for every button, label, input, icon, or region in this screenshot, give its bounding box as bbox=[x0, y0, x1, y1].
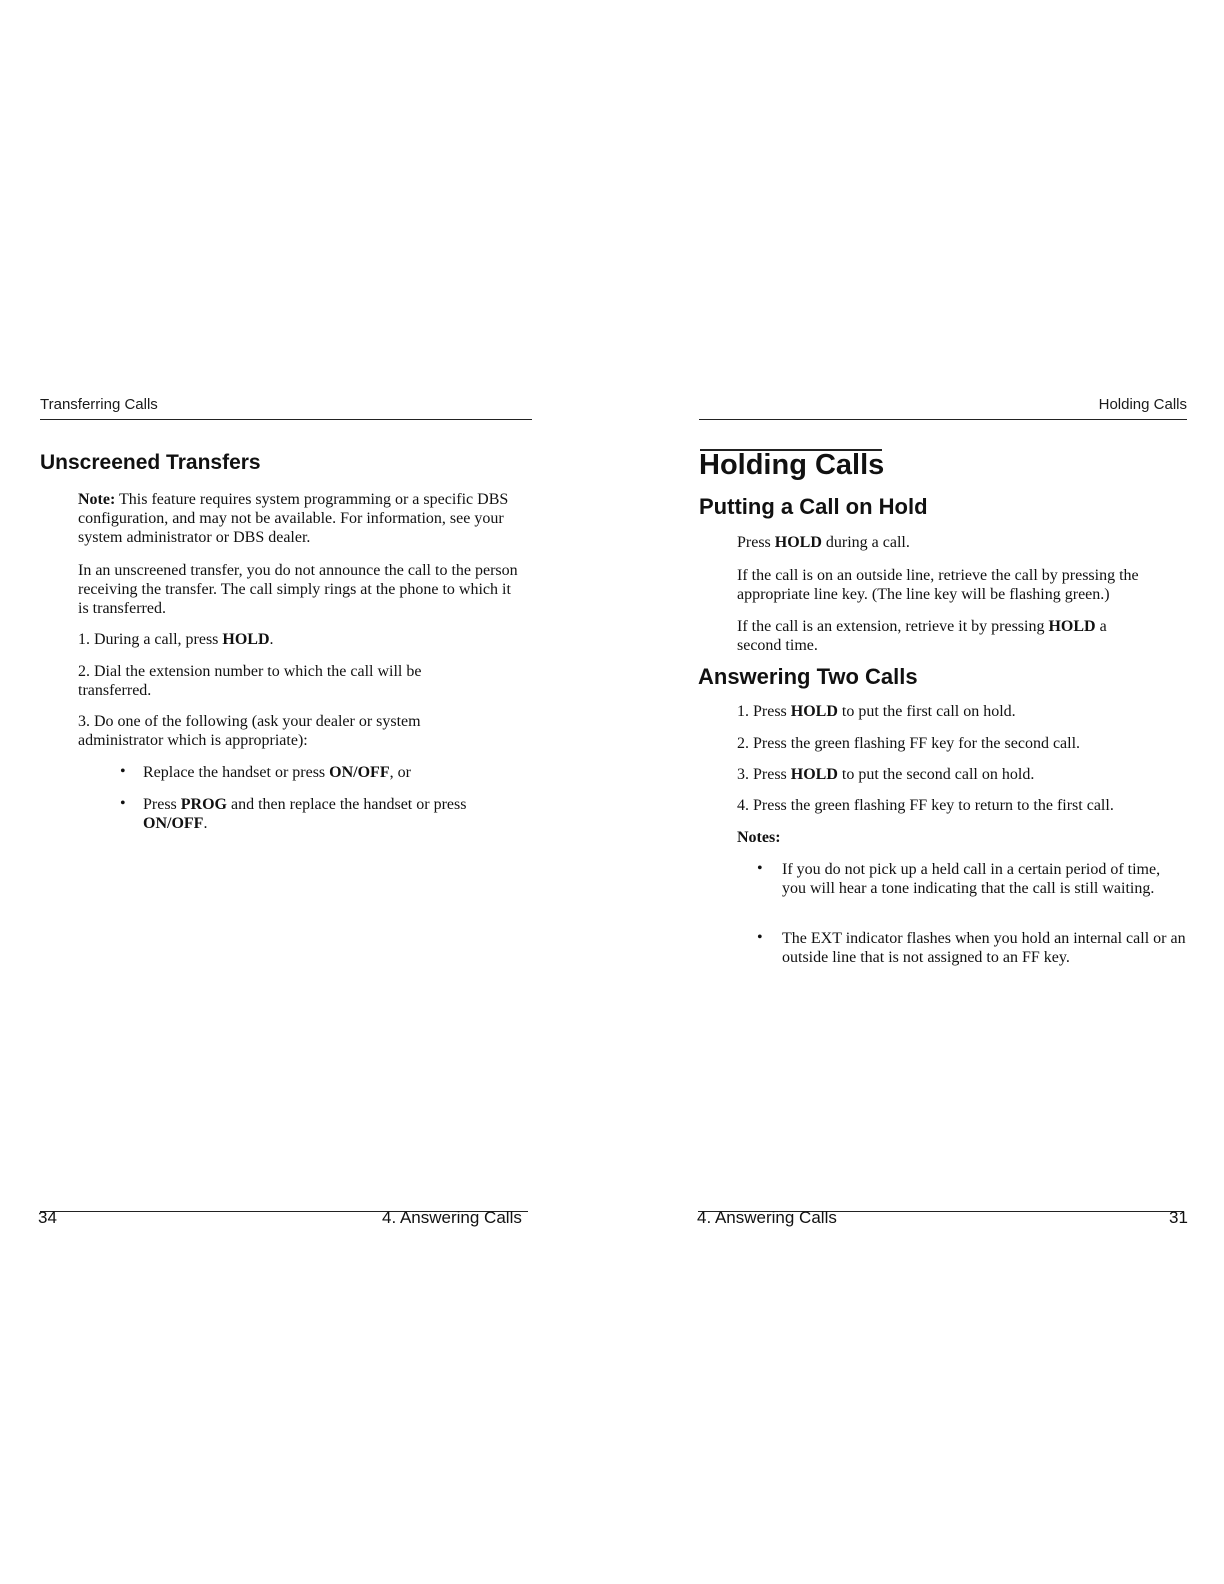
key-label: HOLD bbox=[222, 631, 270, 648]
bullet-text-mid: and then replace the handset or press bbox=[227, 796, 467, 813]
step-2 bbox=[78, 662, 478, 700]
retrieve-extension-paragraph bbox=[737, 617, 1147, 655]
step-text: During a call, press bbox=[94, 631, 223, 648]
text: If the call is an extension, retrieve it by pressing bbox=[737, 618, 1049, 635]
section-title-unscreened-transfers: Unscreened Transfers bbox=[40, 451, 261, 474]
key-label: ON/OFF bbox=[329, 764, 390, 781]
bullet-text: Replace the handset or press bbox=[143, 764, 330, 781]
step-number: 2. bbox=[78, 663, 90, 680]
key-label: HOLD bbox=[790, 703, 838, 720]
page-number-left: 34 bbox=[38, 1208, 57, 1227]
bullet-text: Press bbox=[143, 796, 181, 813]
section-title-putting-call-on-hold: Putting a Call on Hold bbox=[699, 494, 928, 519]
bullet-dot: • bbox=[757, 860, 763, 877]
step-text: Dial the extension number to which the call will be transferred. bbox=[78, 663, 422, 699]
bullet-2 bbox=[143, 795, 513, 833]
step-text: Do one of the following (ask your dealer or system administrator which is appropriate): bbox=[78, 713, 421, 749]
text: Press bbox=[737, 534, 775, 551]
hold-step-3 bbox=[737, 765, 1177, 784]
bullet-1 bbox=[143, 763, 523, 782]
text-end: a second time. bbox=[737, 618, 1107, 654]
key-label: HOLD bbox=[774, 534, 822, 551]
step-text: Press the green flashing FF key for the second call. bbox=[753, 735, 1081, 752]
footer-chapter-left: 4. Answering Calls bbox=[382, 1208, 522, 1227]
footer-chapter-right: 4. Answering Calls bbox=[697, 1208, 837, 1227]
step-text: Press bbox=[753, 766, 791, 783]
section-title-answering-two-calls: Answering Two Calls bbox=[698, 664, 918, 689]
notes-label: Notes: bbox=[737, 829, 781, 846]
note-1: If you do not pick up a held call in a certain period of time, you will hear a tone indicating that the call is still waiting. bbox=[782, 861, 1161, 897]
step-number: 4. bbox=[737, 797, 749, 814]
hold-step-2 bbox=[737, 734, 1177, 753]
chapter-title: Holding Calls bbox=[699, 449, 885, 481]
header-rule-right bbox=[699, 419, 1187, 420]
retrieve-outside-line-paragraph: If the call is on an outside line, retrieve the call by pressing the appropriate line key. (The line key will be flashing green.) bbox=[737, 567, 1139, 603]
note-text: This feature requires system programming or a specific DBS configuration, and may not be available. For information, see your system administrator or DBS dealer. bbox=[78, 491, 509, 546]
step-text-end: . bbox=[269, 631, 274, 648]
step-number: 3. bbox=[737, 766, 749, 783]
intro-paragraph: In an unscreened transfer, you do not announce the call to the person receiving the transfer. The call simply rings at the phone to which it is transferred. bbox=[78, 562, 518, 617]
running-head-left: Transferring Calls bbox=[40, 396, 158, 413]
key-label: HOLD bbox=[1048, 618, 1096, 635]
bullet-dot: • bbox=[120, 763, 126, 780]
hold-step-4 bbox=[737, 796, 1177, 815]
step-text-end: to put the second call on hold. bbox=[837, 766, 1035, 783]
hold-instruction bbox=[737, 533, 1177, 552]
step-text: Press bbox=[753, 703, 791, 720]
step-1 bbox=[78, 630, 518, 649]
hold-step-1 bbox=[737, 702, 1177, 721]
text-end: during a call. bbox=[821, 534, 910, 551]
bullet-text-end: , or bbox=[389, 764, 411, 781]
step-text-end: to put the first call on hold. bbox=[837, 703, 1016, 720]
key-label: ON/OFF bbox=[143, 815, 204, 832]
running-head-right: Holding Calls bbox=[1098, 396, 1187, 413]
right-page bbox=[612, 0, 1224, 1584]
step-number: 3. bbox=[78, 713, 90, 730]
key-label: HOLD bbox=[790, 766, 838, 783]
bullet-text-end: . bbox=[203, 815, 208, 832]
note-label: Note: bbox=[78, 491, 116, 508]
step-text: Press the green flashing FF key to return to the first call. bbox=[753, 797, 1114, 814]
step-number: 2. bbox=[737, 735, 749, 752]
bullet-dot: • bbox=[120, 795, 126, 812]
step-number: 1. bbox=[737, 703, 749, 720]
key-label: PROG bbox=[180, 796, 227, 813]
step-3 bbox=[78, 712, 478, 750]
note-2: The EXT indicator flashes when you hold an internal call or an outside line that is not assigned to an FF key. bbox=[782, 930, 1186, 966]
page-number-right: 31 bbox=[1169, 1208, 1188, 1227]
note-paragraph bbox=[78, 490, 528, 547]
bullet-dot: • bbox=[757, 929, 763, 946]
step-number: 1. bbox=[78, 631, 90, 648]
header-rule-left bbox=[40, 419, 532, 420]
